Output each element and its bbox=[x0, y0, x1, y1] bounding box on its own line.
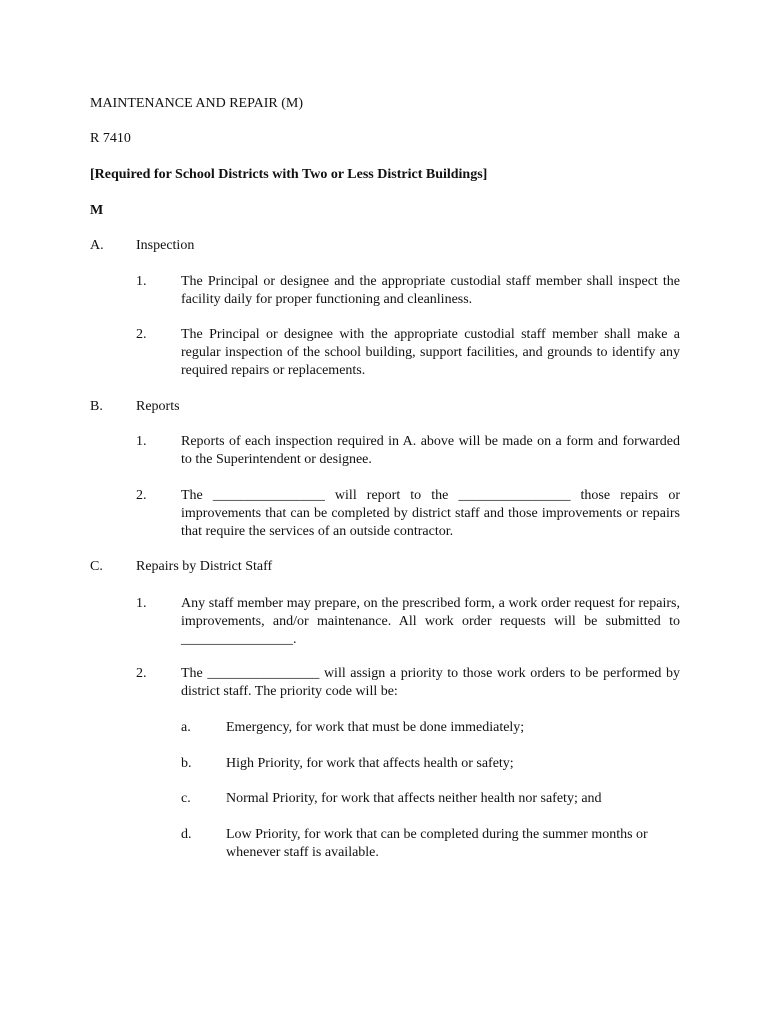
item-c1-number: 1. bbox=[136, 596, 147, 611]
item-a1-number: 1. bbox=[136, 274, 147, 289]
item-a2-number: 2. bbox=[136, 327, 147, 342]
subitem-d-letter: d. bbox=[181, 827, 192, 842]
section-b-title: Reports bbox=[136, 399, 180, 414]
subitem-b-text: High Priority, for work that affects health or safety; bbox=[226, 756, 514, 771]
item-c2-text: The ________________ will assign a priority to those work orders to be performed by district staff. The priority code will be: bbox=[181, 666, 680, 699]
subitem-c-letter: c. bbox=[181, 791, 191, 806]
item-b1-number: 1. bbox=[136, 434, 147, 449]
regulation-code: R 7410 bbox=[90, 131, 131, 146]
item-a1-text: The Principal or designee and the appropriate custodial staff member shall inspect the facility daily for proper functioning and cleanliness. bbox=[181, 274, 680, 307]
section-b-label: B. bbox=[90, 399, 103, 414]
section-c-label: C. bbox=[90, 559, 103, 574]
subitem-d-text: Low Priority, for work that can be completed during the summer months or whenever staff is available. bbox=[226, 827, 648, 860]
section-a-title: Inspection bbox=[136, 238, 195, 253]
item-b1-text: Reports of each inspection required in A. above will be made on a form and forwarded to the Superintendent or designee. bbox=[181, 434, 680, 467]
item-c2-number: 2. bbox=[136, 666, 147, 681]
subitem-c-text: Normal Priority, for work that affects neither health nor safety; and bbox=[226, 791, 602, 806]
section-marker: M bbox=[90, 203, 104, 218]
item-a2-text: The Principal or designee with the appropriate custodial staff member shall make a regular inspection of the school building, support facilities, and grounds to identify any required repairs or replacements. bbox=[181, 327, 680, 378]
item-b2-number: 2. bbox=[136, 488, 147, 503]
subitem-b-letter: b. bbox=[181, 756, 192, 771]
document-title: MAINTENANCE AND REPAIR (M) bbox=[90, 96, 303, 111]
item-b2-text: The ________________ will report to the ________________ those repairs or improvements that can be completed by district staff and those improvements or repairs that require the services of an outside contractor. bbox=[181, 488, 680, 539]
requirement-note: [Required for School Districts with Two or Less District Buildings] bbox=[90, 167, 488, 182]
section-c-title: Repairs by District Staff bbox=[136, 559, 273, 574]
section-a-label: A. bbox=[90, 238, 104, 253]
subitem-a-letter: a. bbox=[181, 720, 191, 735]
subitem-a-text: Emergency, for work that must be done immediately; bbox=[226, 720, 525, 735]
item-c1-text: Any staff member may prepare, on the prescribed form, a work order request for repairs, improvements, and/or maintenance. All work order requests will be submitted to ________________. bbox=[181, 596, 680, 647]
